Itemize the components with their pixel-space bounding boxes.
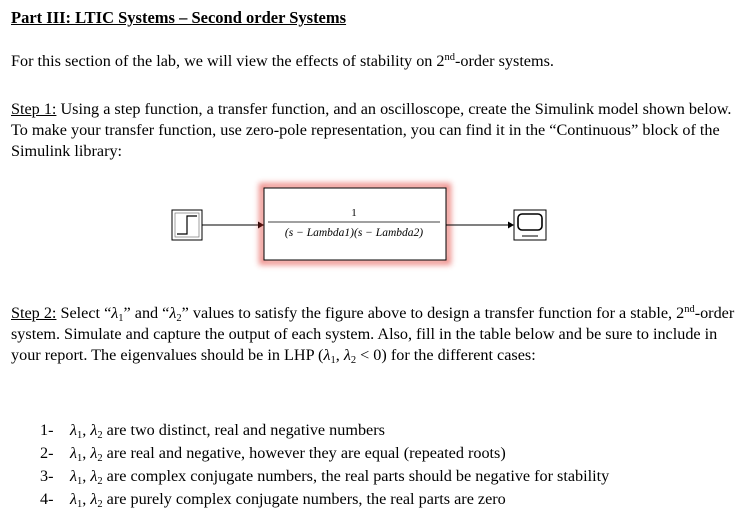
lambda-symbol: λ (70, 467, 78, 485)
list-item (40, 442, 609, 465)
case-number: 1- (40, 421, 54, 439)
lambda-symbol: λ (323, 346, 331, 364)
step2-text-4: -order system. Simulate and capture the output of each system. Also, fill in the table below and be sure to include in your report. The eigenvalues should be in LHP ( (11, 304, 735, 364)
step2-text-3: ” values to satisfy the figure above to design a transfer function for a stable, 2 (181, 304, 685, 322)
lambda-subscript: 1 (330, 355, 336, 366)
lambda-subscript: 2 (97, 476, 103, 487)
step2-paragraph (11, 303, 735, 366)
lambda-symbol: λ (169, 304, 177, 322)
lambda-subscript: 2 (176, 313, 182, 324)
lambda-subscript: 1 (77, 476, 83, 487)
case-number: 2- (40, 444, 54, 462)
case-comma: , (82, 444, 91, 462)
transfer-block-frame (264, 188, 446, 260)
lambda-symbol: λ (70, 490, 78, 508)
case-text: are purely complex conjugate numbers, the real parts are zero (102, 490, 506, 508)
cases-list (40, 419, 609, 511)
step2-superscript: nd (684, 304, 695, 315)
step2-text-6: < 0) for the different cases: (356, 346, 536, 364)
step2-text-5: , (335, 346, 344, 364)
lambda-subscript: 2 (97, 453, 103, 464)
list-item (40, 419, 609, 442)
lambda-symbol: λ (111, 304, 119, 322)
step2-label: Step 2: (11, 304, 57, 322)
step1-text: Using a step function, a transfer function, and an oscilloscope, create the Simulink model shown below. To make your transfer function, use zero-pole representation, you can find it in the “Continuous” block of the Simulink library: (11, 100, 732, 160)
zero-pole-block[interactable] (262, 186, 448, 262)
case-number: 4- (40, 490, 54, 508)
step1-paragraph (11, 99, 735, 162)
lambda-subscript: 2 (97, 499, 103, 510)
lambda-subscript: 1 (77, 499, 83, 510)
section-heading: Part III: LTIC Systems – Second order Systems (11, 8, 347, 27)
step-source-block[interactable] (172, 210, 202, 240)
lambda-symbol: λ (90, 444, 98, 462)
lambda-symbol: λ (90, 421, 98, 439)
list-item (40, 465, 609, 488)
lambda-symbol: λ (90, 467, 98, 485)
transfer-denominator: (s − Lambda1)(s − Lambda2) (284, 227, 424, 239)
case-comma: , (82, 490, 91, 508)
lambda-symbol: λ (90, 490, 98, 508)
lambda-subscript: 2 (97, 430, 103, 441)
transfer-numerator: 1 (351, 207, 357, 219)
lambda-subscript: 1 (118, 313, 124, 324)
scope-icon (518, 214, 542, 230)
lambda-symbol: λ (70, 421, 78, 439)
case-comma: , (82, 467, 91, 485)
step1-label: Step 1: (11, 100, 57, 118)
step2-text-1: Select “ (56, 304, 112, 322)
scope-block[interactable] (514, 210, 546, 240)
lambda-symbol: λ (70, 444, 78, 462)
case-number: 3- (40, 467, 54, 485)
case-text: are complex conjugate numbers, the real parts should be negative for stability (102, 467, 610, 485)
list-item (40, 488, 609, 511)
step2-text-2: ” and “ (123, 304, 170, 322)
intro-paragraph (11, 51, 554, 72)
intro-superscript: nd (444, 52, 456, 63)
intro-text-start: For this section of the lab, we will view the effects of stability on 2 (11, 52, 445, 70)
case-text: are real and negative, however they are equal (repeated roots) (102, 444, 506, 462)
lambda-subscript: 2 (350, 355, 357, 366)
intro-text-end: -order systems. (455, 52, 554, 70)
lambda-subscript: 1 (77, 430, 83, 441)
lambda-subscript: 1 (77, 453, 83, 464)
case-comma: , (82, 421, 91, 439)
case-text: are two distinct, real and negative numbers (102, 421, 385, 439)
lambda-symbol: λ (343, 346, 351, 364)
signal-arrow-2 (508, 222, 514, 229)
